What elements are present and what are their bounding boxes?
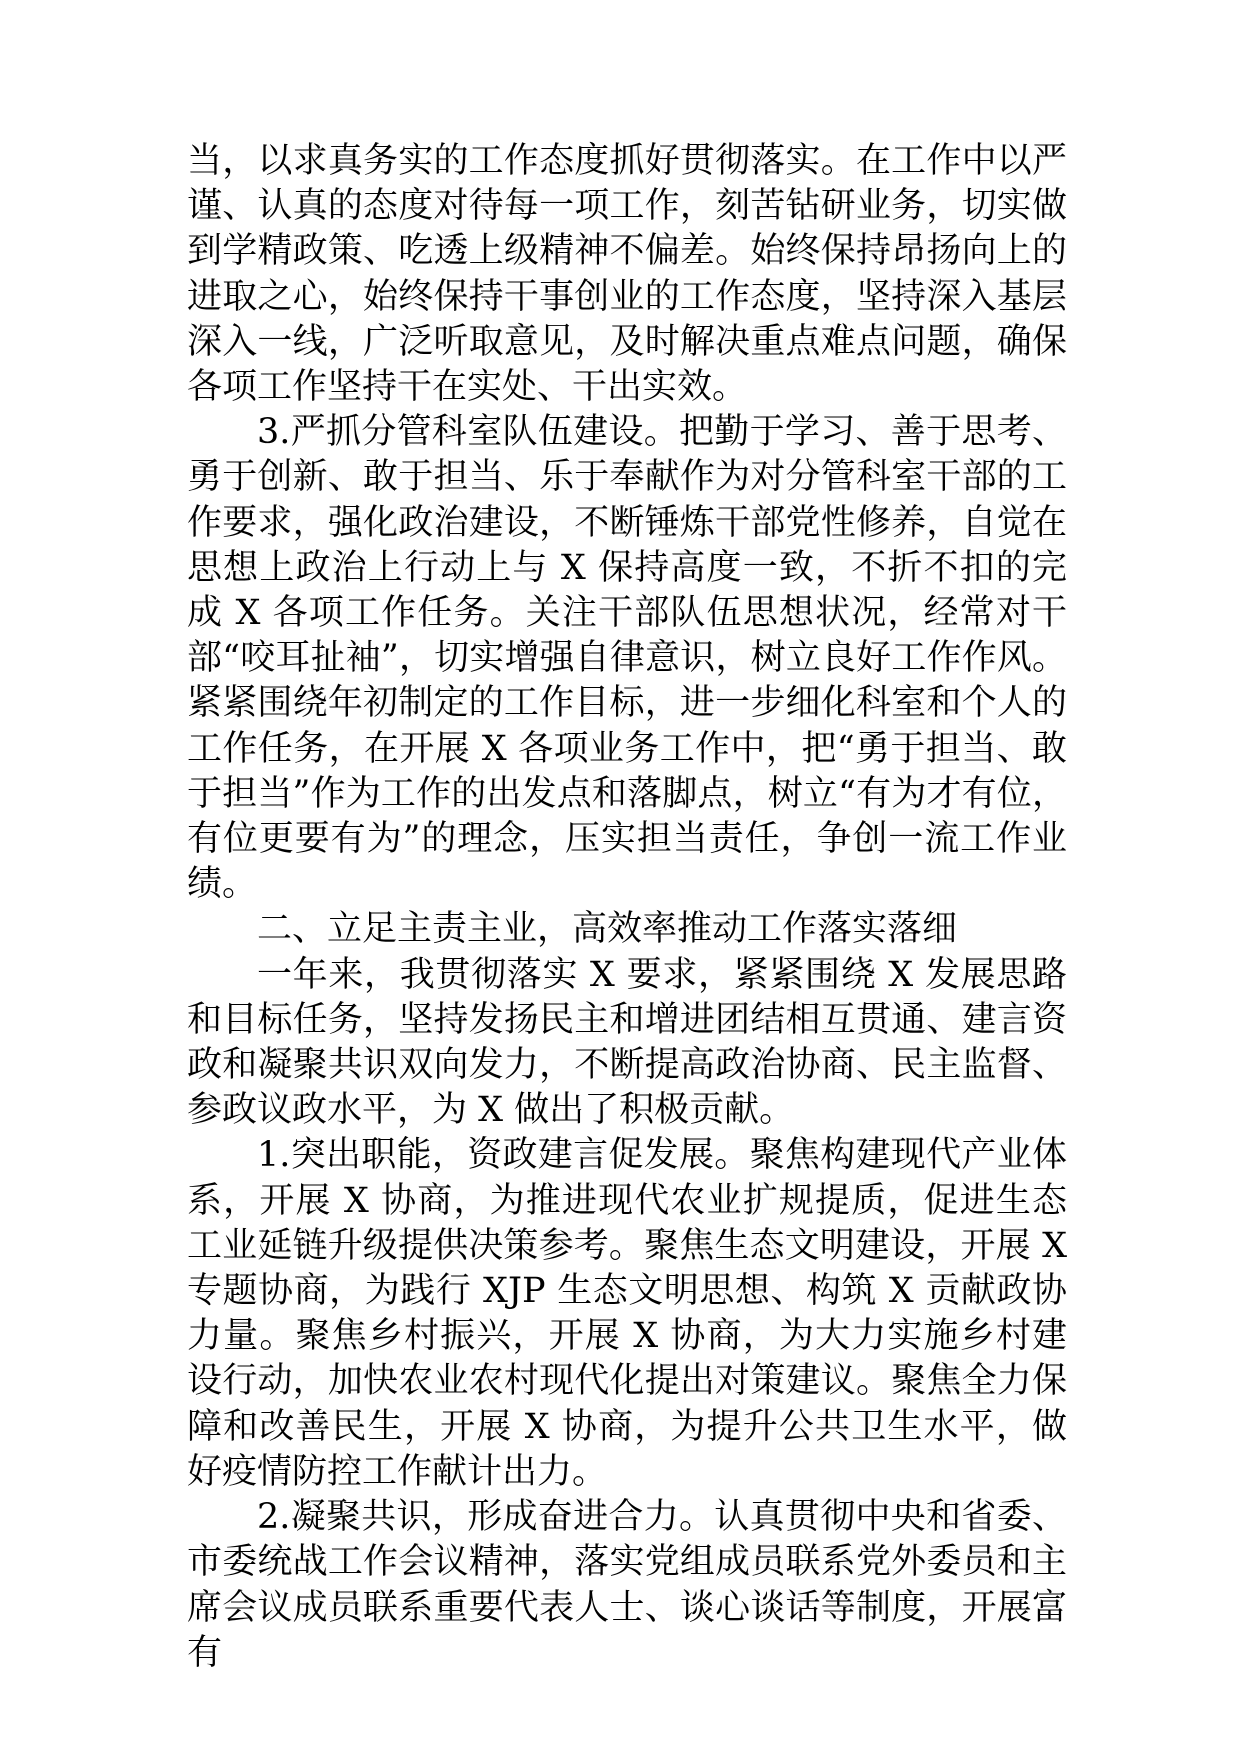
paragraph-item-3: 3.严抓分管科室队伍建设。把勤于学习、善于思考、勇于创新、敢于担当、乐于奉献作为对分管科室干部的工作要求，强化政治建设，不断锤炼干部党性修养，自觉在思想上政治上行动上与 X 保持高度一致，不折不扣的完成 X 各项工作任务。关注干部队伍思想状况，经常对干部“咬耳扯袖”，切实增强自律意识，树立良好工作作风。紧紧围绕年初制定的工作目标，进一步细化科室和个人的工作任务，在开展 X 各项业务工作中，把“勇于担当、敢于担当”作为工作的出发点和落脚点，树立“有为才有位，有位更要有为”的理念，压实担当责任，争创一流工作业绩。 <box>187 412 1067 905</box>
paragraph-continuation: 当，以求真务实的工作态度抓好贯彻落实。在工作中以严谨、认真的态度对待每一项工作，刻苦钻研业务，切实做到学精政策、吃透上级精神不偏差。始终保持昂扬向上的进取之心，始终保持干事创业的工作态度，坚持深入基层深入一线，广泛听取意见，及时解决重点难点问题，确保各项工作坚持干在实处、干出实效。 <box>187 141 1067 408</box>
paragraph-item-1: 1.突出职能，资政建言促发展。聚焦构建现代产业体系，开展 X 协商，为推进现代农业扩规提质，促进生态工业延链升级提供决策参考。聚焦生态文明建设，开展 X 专题协商，为践行 XJP 生态文明思想、构筑 X 贡献政协力量。聚焦乡村振兴，开展 X 协商，为大力实施乡村建设行动，加快农业农村现代化提出对策建议。聚焦全力保障和改善民生，开展 X 协商，为提升公共卫生水平，做好疫情防控工作献计出力。 <box>187 1135 1067 1492</box>
document-page <box>187 139 1067 1676</box>
paragraph-section-intro: 一年来，我贯彻落实 X 要求，紧紧围绕 X 发展思路和目标任务，坚持发扬民主和增进团结相互贯通、建言资政和凝聚共识双向发力，不断提高政治协商、民主监督、参政议政水平，为 X 做出了积极贡献。 <box>187 954 1067 1131</box>
paragraph-item-2: 2.凝聚共识，形成奋进合力。认真贯彻中央和省委、市委统战工作会议精神，落实党组成员联系党外委员和主席会议成员联系重要代表人士、谈心谈话等制度，开展富有 <box>187 1497 1067 1673</box>
section-heading-2: 二、立足主责主业，高效率推动工作落实落细 <box>257 909 958 950</box>
